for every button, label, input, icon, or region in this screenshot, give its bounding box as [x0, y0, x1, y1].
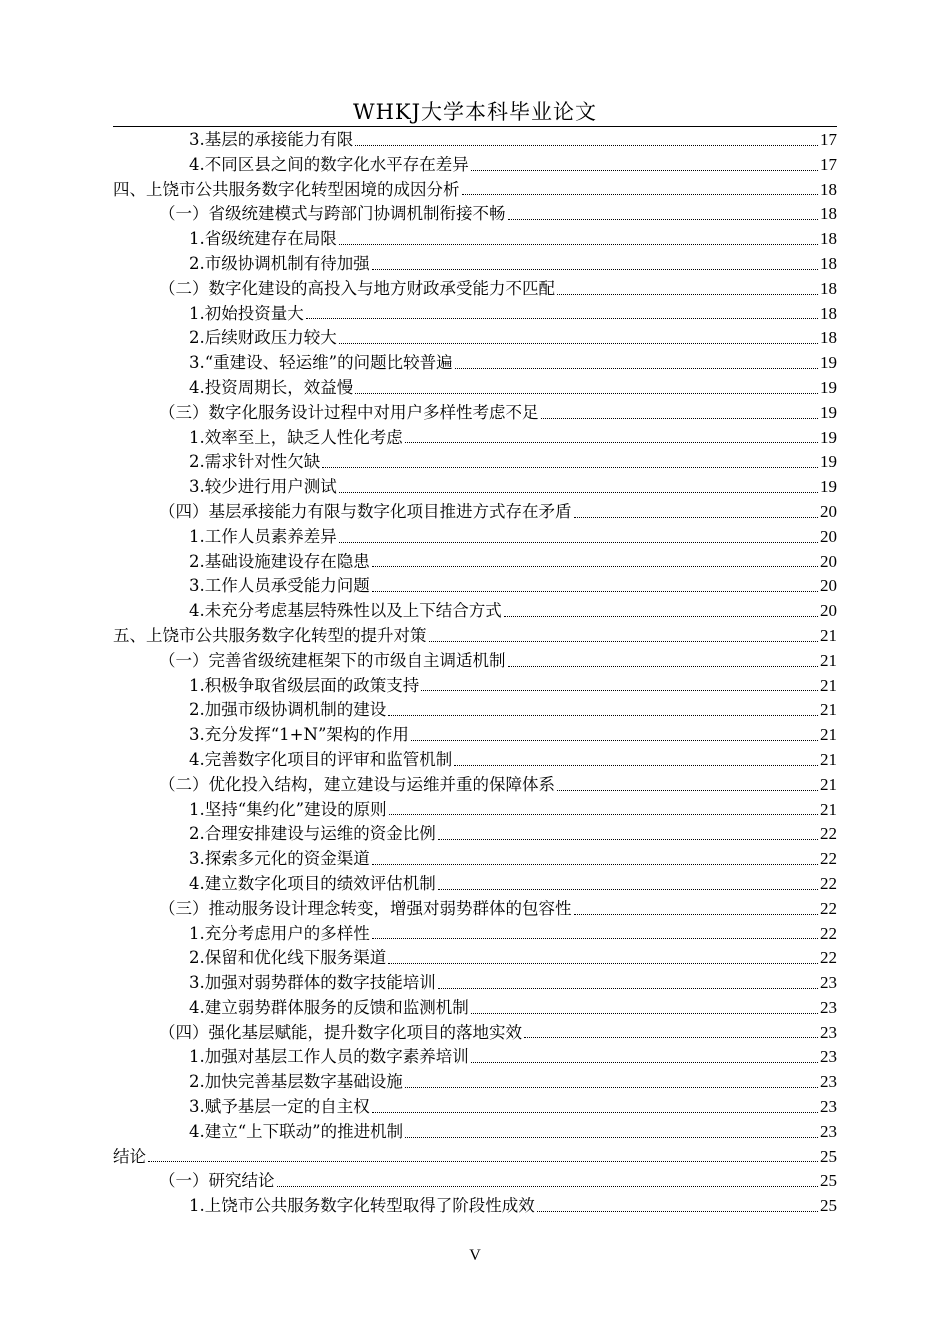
toc-entry[interactable]	[113, 996, 837, 1021]
toc-entry-title: 1.加强对基层工作人员的数字素养培训	[189, 1047, 469, 1067]
toc-dot-leader	[471, 169, 818, 171]
toc-dot-leader	[429, 640, 819, 642]
toc-entry[interactable]	[113, 798, 837, 823]
toc-entry-page: 21	[820, 675, 837, 695]
toc-entry-title: （一）研究结论	[159, 1171, 275, 1191]
toc-entry-title: 2.需求针对性欠缺	[189, 452, 321, 472]
toc-entry-title: （四）强化基层赋能，提升数字化项目的落地实效	[159, 1022, 522, 1042]
toc-dot-leader	[277, 1185, 819, 1187]
toc-entry[interactable]	[113, 1169, 837, 1194]
toc-entry-page: 19	[820, 377, 837, 397]
toc-entry[interactable]	[113, 475, 837, 500]
toc-entry-title: 2.加快完善基层数字基础设施	[189, 1072, 403, 1092]
toc-entry-title: （二）数字化建设的高投入与地方财政承受能力不匹配	[159, 278, 555, 298]
toc-entry-page: 23	[820, 1121, 837, 1141]
toc-entry[interactable]	[113, 277, 837, 302]
toc-entry-title: 2.市级协调机制有待加强	[189, 253, 370, 273]
toc-entry[interactable]	[113, 1120, 837, 1145]
toc-entry-title: 2.合理安排建设与运维的资金比例	[189, 824, 436, 844]
toc-dot-leader	[438, 838, 818, 840]
toc-entry-page: 23	[820, 1097, 837, 1117]
toc-dot-leader	[389, 813, 818, 815]
toc-entry-title: 四、上饶市公共服务数字化转型困境的成因分析	[113, 179, 460, 199]
toc-entry-title: 3.赋予基层一定的自主权	[189, 1097, 370, 1117]
toc-entry-title: 3.探索多元化的资金渠道	[189, 849, 370, 869]
toc-entry-title: 2.保留和优化线下服务渠道	[189, 948, 387, 968]
toc-entry[interactable]	[113, 500, 837, 525]
toc-entry-page: 22	[820, 948, 837, 968]
toc-dot-leader	[537, 1210, 818, 1212]
page-number: V	[469, 1247, 481, 1264]
toc-dot-leader	[372, 863, 818, 865]
toc-entry[interactable]	[113, 574, 837, 599]
toc-dot-leader	[438, 888, 818, 890]
toc-entry-page: 23	[820, 973, 837, 993]
toc-dot-leader	[455, 367, 818, 369]
toc-dot-leader	[372, 590, 818, 592]
toc-dot-leader	[339, 243, 818, 245]
toc-entry[interactable]	[113, 1145, 837, 1170]
toc-entry[interactable]	[113, 847, 837, 872]
toc-dot-leader	[438, 987, 818, 989]
toc-entry-title: 1.效率至上，缺乏人性化考虑	[189, 427, 403, 447]
toc-entry-page: 22	[820, 923, 837, 943]
toc-entry[interactable]	[113, 1045, 837, 1070]
toc-entry-page: 21	[820, 650, 837, 670]
toc-dot-leader	[454, 764, 818, 766]
toc-entry[interactable]	[113, 1095, 837, 1120]
toc-entry-page: 25	[820, 1171, 837, 1191]
toc-entry-page: 19	[820, 452, 837, 472]
toc-dot-leader	[355, 392, 818, 394]
toc-entry[interactable]	[113, 1070, 837, 1095]
toc-entry-page: 21	[820, 725, 837, 745]
toc-entry[interactable]	[113, 202, 837, 227]
toc-entry-title: 1.充分考虑用户的多样性	[189, 923, 370, 943]
toc-entry[interactable]	[113, 550, 837, 575]
toc-entry[interactable]	[113, 674, 837, 699]
toc-entry-page: 19	[820, 353, 837, 373]
toc-dot-leader	[322, 466, 818, 468]
toc-dot-leader	[405, 441, 818, 443]
toc-entry-title: （一）完善省级统建框架下的市级自主调适机制	[159, 650, 506, 670]
toc-dot-leader	[339, 541, 818, 543]
toc-dot-leader	[508, 218, 819, 220]
toc-entry-page: 21	[820, 625, 837, 645]
toc-entry-page: 18	[820, 229, 837, 249]
toc-entry[interactable]	[113, 450, 837, 475]
toc-dot-leader	[306, 317, 818, 319]
toc-entry[interactable]	[113, 351, 837, 376]
toc-dot-leader	[471, 1061, 818, 1063]
toc-entry-title: 五、上饶市公共服务数字化转型的提升对策	[113, 625, 427, 645]
toc-entry-title: （一）省级统建模式与跨部门协调机制衔接不畅	[159, 204, 506, 224]
toc-entry[interactable]	[113, 252, 837, 277]
toc-dot-leader	[405, 1136, 818, 1138]
toc-entry-title: （四）基层承接能力有限与数字化项目推进方式存在矛盾	[159, 501, 572, 521]
toc-entry-page: 22	[820, 873, 837, 893]
toc-dot-leader	[541, 417, 819, 419]
toc-entry-page: 18	[820, 253, 837, 273]
toc-entry-title: （三）推动服务设计理念转变，增强对弱势群体的包容性	[159, 898, 572, 918]
toc-entry[interactable]	[113, 128, 837, 153]
toc-entry-page: 23	[820, 1047, 837, 1067]
toc-entry-page: 23	[820, 1022, 837, 1042]
toc-entry-page: 20	[820, 551, 837, 571]
toc-entry-page: 20	[820, 526, 837, 546]
toc-entry-title: 1.初始投资量大	[189, 303, 304, 323]
toc-entry-title: （三）数字化服务设计过程中对用户多样性考虑不足	[159, 402, 539, 422]
toc-entry[interactable]	[113, 302, 837, 327]
toc-dot-leader	[574, 516, 819, 518]
toc-entry[interactable]	[113, 1194, 837, 1219]
toc-entry-page: 18	[820, 303, 837, 323]
toc-dot-leader	[462, 193, 819, 195]
toc-entry[interactable]	[113, 426, 837, 451]
toc-entry-page: 22	[820, 849, 837, 869]
toc-entry-page: 22	[820, 898, 837, 918]
toc-dot-leader	[471, 1012, 818, 1014]
toc-entry-title: 3.基层的承接能力有限	[189, 130, 354, 149]
toc-entry-title: 4.不同区县之间的数字化水平存在差异	[189, 154, 469, 174]
toc-entry[interactable]	[113, 624, 837, 649]
toc-entry[interactable]	[113, 153, 837, 178]
toc-entry-page: 21	[820, 700, 837, 720]
toc-entry-title: 3.加强对弱势群体的数字技能培训	[189, 973, 436, 993]
toc-entry-title: 4.建立“上下联动”的推进机制	[189, 1121, 404, 1141]
toc-entry[interactable]	[113, 748, 837, 773]
toc-dot-leader	[339, 342, 818, 344]
toc-entry[interactable]	[113, 525, 837, 550]
toc-dot-leader	[508, 665, 819, 667]
toc-dot-leader	[557, 789, 818, 791]
toc-entry-page: 22	[820, 824, 837, 844]
toc-dot-leader	[524, 1036, 818, 1038]
toc-dot-leader	[411, 739, 818, 741]
toc-entry[interactable]	[113, 227, 837, 252]
toc-entry-page: 21	[820, 799, 837, 819]
toc-entry[interactable]	[113, 723, 837, 748]
header-rule	[113, 126, 837, 127]
toc-dot-leader	[372, 937, 818, 939]
toc-entry-title: 2.加强市级协调机制的建设	[189, 700, 387, 720]
toc-entry[interactable]	[113, 599, 837, 624]
toc-entry-title: 1.工作人员素养差异	[189, 526, 337, 546]
toc-entry-page: 18	[820, 204, 837, 224]
toc-entry-page: 25	[820, 1146, 837, 1166]
toc-entry-page: 18	[820, 328, 837, 348]
toc-entry-title: 4.建立弱势群体服务的反馈和监测机制	[189, 997, 469, 1017]
toc-entry-page: 25	[820, 1196, 837, 1216]
toc-entry-page: 19	[820, 402, 837, 422]
toc-dot-leader	[148, 1160, 818, 1162]
toc-dot-leader	[388, 962, 818, 964]
toc-entry-page: 19	[820, 427, 837, 447]
toc-entry-page: 21	[820, 749, 837, 769]
toc-entry-title: 3.工作人员承受能力问题	[189, 576, 370, 596]
toc-entry[interactable]	[113, 922, 837, 947]
toc-entry[interactable]	[113, 946, 837, 971]
toc-entry-title: 1.省级统建存在局限	[189, 229, 337, 249]
toc-entry-title: 2.基础设施建设存在隐患	[189, 551, 370, 571]
toc-entry-title: 结论	[113, 1146, 146, 1166]
toc-dot-leader	[574, 913, 819, 915]
toc-dot-leader	[421, 689, 818, 691]
toc-entry-title: 2.后续财政压力较大	[189, 328, 337, 348]
toc-entry-title: 3.较少进行用户测试	[189, 477, 337, 497]
toc-entry-page: 17	[820, 130, 837, 149]
toc-entry-title: 1.上饶市公共服务数字化转型取得了阶段性成效	[189, 1196, 535, 1216]
toc-entry-title: 1.坚持“集约化”建设的原则	[189, 799, 387, 819]
toc-dot-leader	[339, 491, 818, 493]
toc-dot-leader	[504, 615, 818, 617]
toc-entry-title: 4.完善数字化项目的评审和监管机制	[189, 749, 453, 769]
toc-entry[interactable]	[113, 698, 837, 723]
toc-entry-title: 4.未充分考虑基层特殊性以及上下结合方式	[189, 601, 502, 621]
toc-dot-leader	[405, 1086, 818, 1088]
toc-entry[interactable]	[113, 401, 837, 426]
toc-dot-leader	[372, 1111, 818, 1113]
toc-entry[interactable]	[113, 1021, 837, 1046]
toc-dot-leader	[355, 144, 818, 146]
toc-entry-page: 18	[820, 278, 837, 298]
toc-entry-title: 4.建立数字化项目的绩效评估机制	[189, 873, 436, 893]
toc-entry-title: 3.“重建设、轻运维”的问题比较普遍	[189, 353, 453, 373]
toc-entry-page: 20	[820, 601, 837, 621]
toc-entry[interactable]	[113, 773, 837, 798]
toc-entry-page: 18	[820, 179, 837, 199]
table-of-contents	[113, 128, 837, 1219]
toc-entry-page: 21	[820, 774, 837, 794]
toc-entry-page: 23	[820, 997, 837, 1017]
toc-entry-page: 20	[820, 576, 837, 596]
toc-dot-leader	[388, 714, 818, 716]
toc-entry[interactable]	[113, 649, 837, 674]
toc-entry[interactable]	[113, 376, 837, 401]
toc-entry[interactable]	[113, 971, 837, 996]
toc-entry-page: 23	[820, 1072, 837, 1092]
toc-entry[interactable]	[113, 178, 837, 203]
toc-dot-leader	[372, 565, 818, 567]
toc-entry-title: 3.充分发挥“1+N”架构的作用	[189, 725, 409, 745]
toc-entry-title: 4.投资周期长，效益慢	[189, 377, 354, 397]
toc-entry[interactable]	[113, 872, 837, 897]
toc-entry[interactable]	[113, 326, 837, 351]
toc-entry-title: 1.积极争取省级层面的政策支持	[189, 675, 420, 695]
toc-entry-title: （二）优化投入结构，建立建设与运维并重的保障体系	[159, 774, 555, 794]
toc-entry[interactable]	[113, 897, 837, 922]
toc-entry-page: 20	[820, 501, 837, 521]
toc-dot-leader	[372, 268, 818, 270]
toc-entry-page: 19	[820, 477, 837, 497]
toc-dot-leader	[557, 293, 818, 295]
page-header-title: WHKJ大学本科毕业论文	[352, 100, 597, 124]
toc-entry[interactable]	[113, 822, 837, 847]
toc-entry-page: 17	[820, 154, 837, 174]
